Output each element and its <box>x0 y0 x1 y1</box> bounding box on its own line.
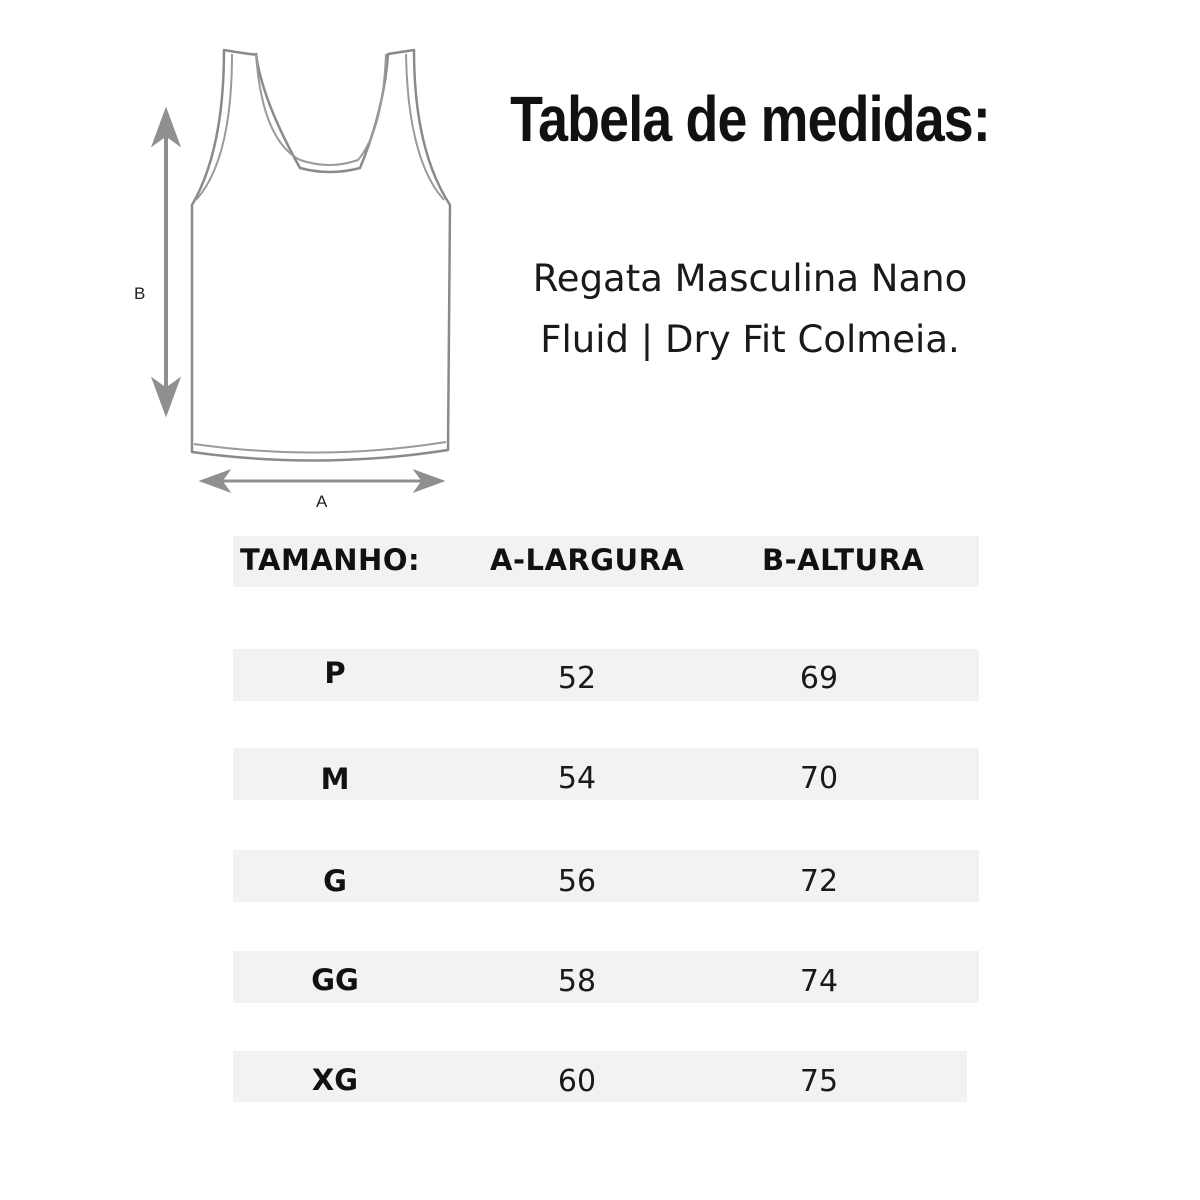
tank-top-diagram <box>0 0 520 520</box>
width-arrow <box>200 470 444 492</box>
size-cell: M <box>320 762 350 796</box>
width-cell: 58 <box>557 964 597 999</box>
product-name <box>470 248 1030 370</box>
width-cell: 60 <box>557 1064 597 1099</box>
column-header-size: TAMANHO: <box>240 543 421 577</box>
size-cell: XG <box>311 1063 359 1097</box>
size-cell: G <box>323 864 347 898</box>
height-label: B <box>134 284 146 303</box>
height-cell: 75 <box>799 1064 839 1099</box>
product-name-line-1: Regata Masculina Nano <box>532 257 968 300</box>
width-cell: 52 <box>557 661 597 696</box>
width-label: A <box>316 492 328 511</box>
height-cell: 70 <box>799 761 839 796</box>
column-header-width: A-LARGURA <box>490 543 685 577</box>
width-cell: 54 <box>557 761 597 796</box>
column-header-height: B-ALTURA <box>762 543 925 577</box>
size-cell: GG <box>311 963 359 997</box>
height-cell: 72 <box>799 864 839 899</box>
tank-top-outline <box>192 50 450 461</box>
size-cell: P <box>324 656 346 690</box>
width-cell: 56 <box>557 864 597 899</box>
product-name-line-2: Fluid | Dry Fit Colmeia. <box>540 318 960 361</box>
page-title: Tabela de medidas: <box>510 83 990 155</box>
height-arrow <box>152 108 180 416</box>
tank-top-illustration <box>0 0 520 520</box>
height-cell: 74 <box>799 964 839 999</box>
height-cell: 69 <box>799 661 839 696</box>
